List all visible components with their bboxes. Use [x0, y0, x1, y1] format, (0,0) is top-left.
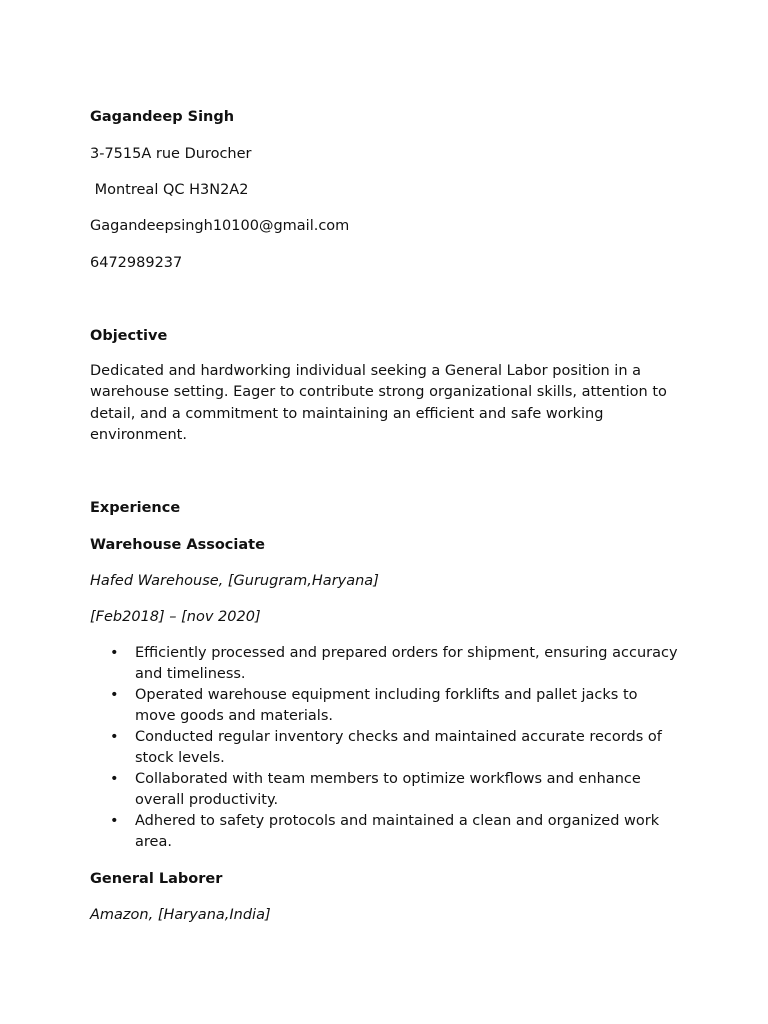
duty-text: Operated warehouse equipment including forklifts and pallet jacks to move goods and materials.: [135, 687, 638, 724]
bullet-icon: •: [110, 729, 119, 745]
candidate-name: Gagandeep Singh: [90, 109, 235, 125]
address-line-2: Montreal QC H3N2A2: [90, 182, 249, 198]
email: Gagandeepsingh10100@gmail.com: [90, 218, 350, 234]
duty-text: Adhered to safety protocols and maintained a clean and organized work area.: [135, 813, 660, 850]
job-dates: [Feb2018] – [nov 2020]: [90, 609, 261, 625]
job-duties-list: [90, 643, 680, 853]
job-company: Amazon, [Haryana,India]: [90, 907, 271, 923]
bullet-icon: •: [110, 687, 119, 703]
job-company: Hafed Warehouse, [Gurugram,Haryana]: [90, 573, 379, 589]
list-item: [90, 643, 680, 685]
bullet-icon: •: [110, 771, 119, 787]
objective-text: Dedicated and hardworking individual seeking a General Labor position in a warehouse setting. Eager to contribute strong organizational skills, attention to detail, and a commitment to maintaining an efficient and safe working environment.: [90, 363, 667, 443]
list-item: [90, 685, 680, 727]
duty-text: Conducted regular inventory checks and maintained accurate records of stock levels.: [135, 729, 662, 766]
bullet-icon: •: [110, 813, 119, 829]
job-title: General Laborer: [90, 871, 223, 887]
duty-text: Collaborated with team members to optimize workflows and enhance overall productivity.: [135, 771, 641, 808]
duty-text: Efficiently processed and prepared orders for shipment, ensuring accuracy and timeliness.: [135, 645, 678, 682]
experience-heading: Experience: [90, 500, 181, 516]
address-line-1: 3-7515A rue Durocher: [90, 146, 252, 162]
list-item: [90, 769, 680, 811]
objective-heading: Objective: [90, 328, 168, 344]
job-title: Warehouse Associate: [90, 537, 265, 553]
bullet-icon: •: [110, 645, 119, 661]
phone: 6472989237: [90, 255, 183, 271]
list-item: [90, 727, 680, 769]
list-item: [90, 811, 680, 853]
